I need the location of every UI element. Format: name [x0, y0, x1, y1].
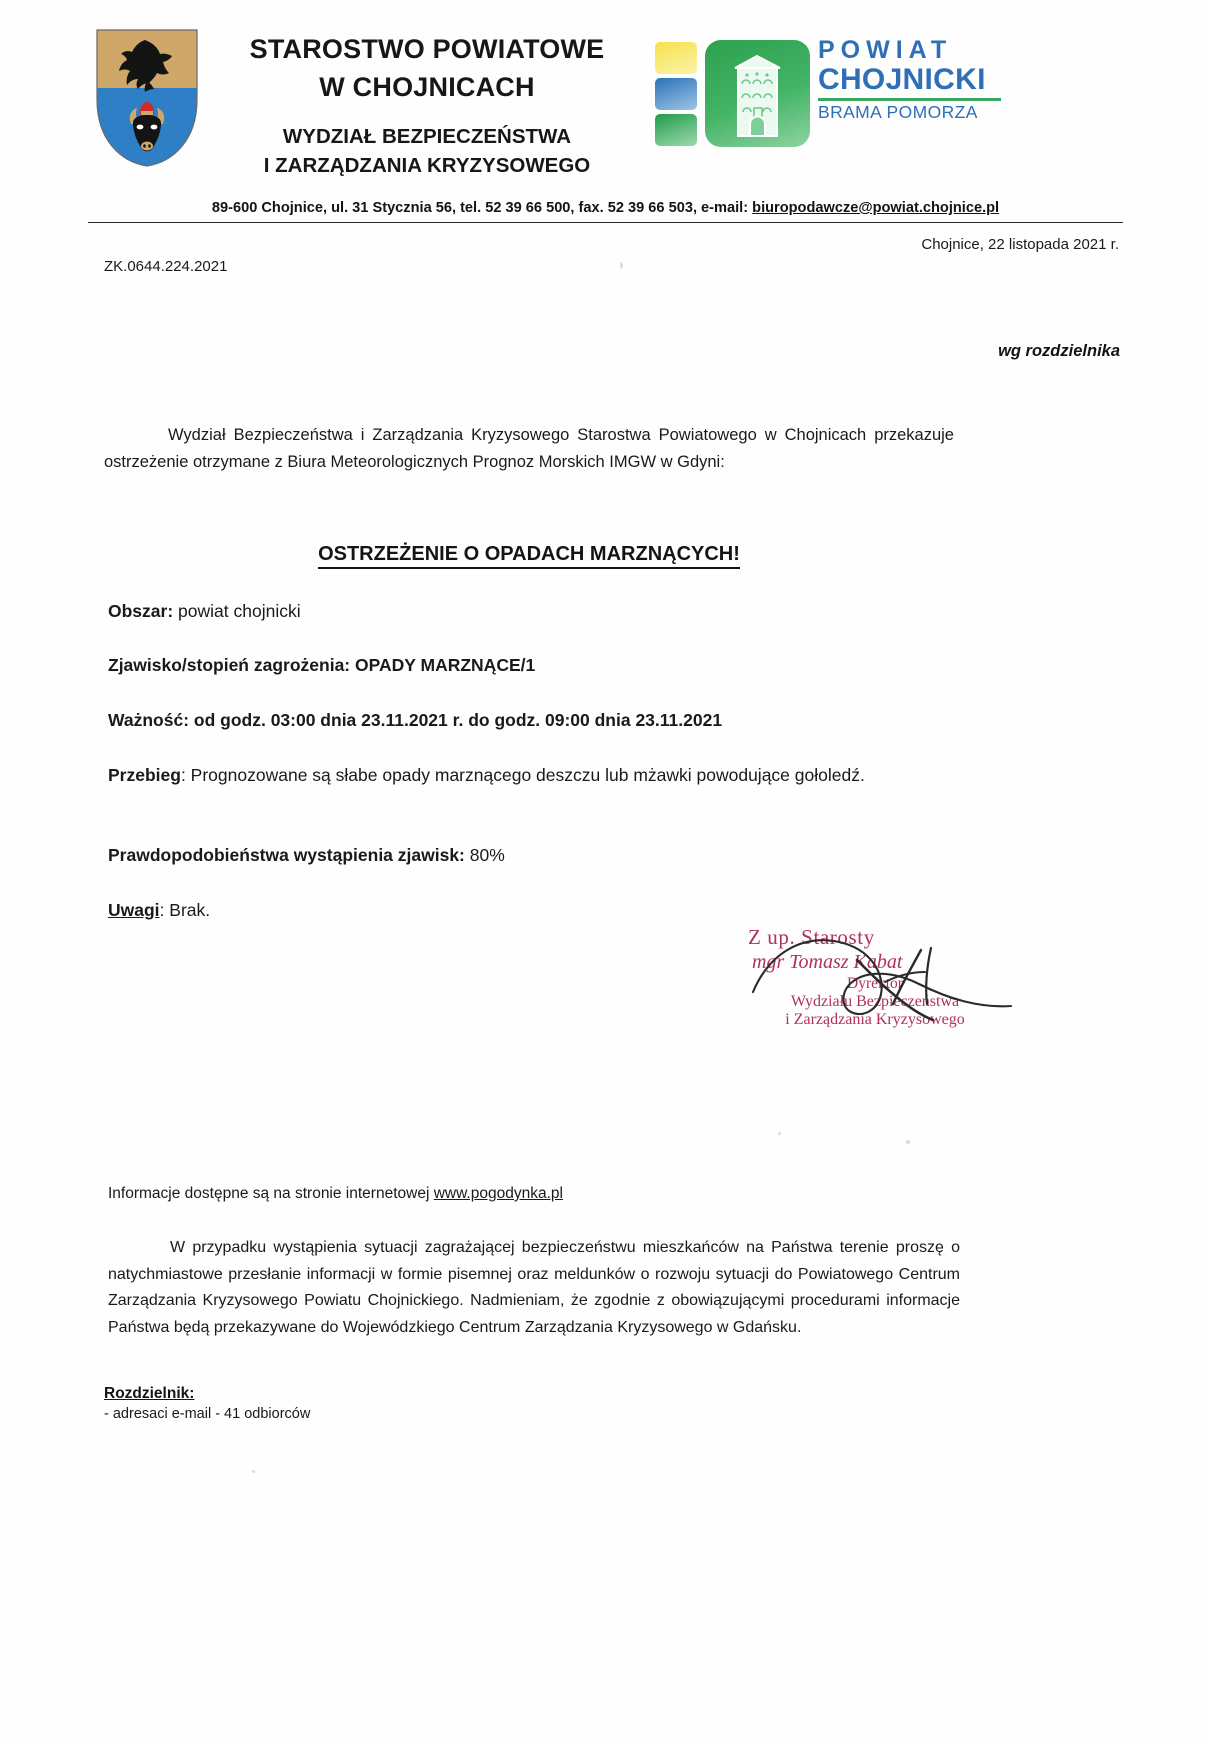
- stamp-line-authority: Z up. Starosty: [748, 925, 875, 949]
- intro-paragraph: Wydział Bezpieczeństwa i Zarządzania Kryzysowego Starostwa Powiatowego w Chojnicach przekazuje ostrzeżenie otrzymane z Biura Meteorologicznych Prognoz Morskich IMGW w Gdyni:: [104, 426, 954, 471]
- reference-number: ZK.0644.224.2021: [104, 258, 228, 275]
- field-phenomenon-value: OPADY MARZNĄCE/1: [355, 655, 536, 675]
- approval-stamp: [740, 925, 1010, 1060]
- logo-square-green: [655, 114, 697, 146]
- warning-title: [104, 543, 954, 566]
- field-probability-value: 80%: [469, 845, 505, 865]
- office-name-line2: W CHOJNICACH: [319, 72, 535, 103]
- field-course-label: Przebieg: [108, 765, 181, 785]
- info-line: [108, 1185, 563, 1203]
- stamp-line-dept1: Wydziału Bezpieczeństwa: [790, 993, 960, 1010]
- logo-chojnicki-text: CHOJNICKI: [818, 63, 986, 96]
- header-divider: [88, 222, 1123, 223]
- distribution-item: - adresaci e-mail - 41 odbiorców: [104, 1406, 311, 1422]
- logo-square-blue: [655, 78, 697, 110]
- scan-speck: [778, 1132, 781, 1135]
- field-area-label: Obszar:: [108, 601, 174, 621]
- field-probability: [108, 842, 960, 869]
- office-name-line1: STAROSTWO POWIATOWE: [249, 34, 605, 64]
- field-validity: [108, 707, 960, 734]
- logo-divider: [818, 98, 1001, 101]
- warning-title-text: OSTRZEŻENIE O OPADACH MARZNĄCYCH!: [318, 543, 740, 569]
- coat-of-arms-icon: [95, 28, 199, 168]
- logo-square-yellow: [655, 42, 697, 74]
- stamp-line-role: Dyrektor: [847, 975, 903, 992]
- field-area: [108, 598, 960, 625]
- logo-wordmark: [818, 36, 1003, 122]
- office-title-block: [212, 30, 642, 180]
- closing-paragraph: W przypadku wystąpienia sytuacji zagrażającej bezpieczeństwu mieszkańców na Państwa terenie proszę o natychmiastowe przesłanie informacji w formie pisemnej oraz meldunków o rozwoju sytuacji do Powiatowego Centrum Zarządzania Kryzysowego Powiatu Chojnickiego. Nadmieniam, że zgodnie z obowiązującymi procedurami informacje Państwa będą przekazywane do Wojewódzkiego Centrum Zarządzania Kryzysowego w Gdańsku.: [108, 1239, 960, 1336]
- field-probability-label: Prawdopodobieństwa wystąpienia zjawisk:: [108, 845, 465, 865]
- gate-tower-icon: [705, 40, 810, 147]
- scan-speck: [620, 262, 623, 269]
- department-line1: WYDZIAŁ BEZPIECZEŃSTWA: [282, 124, 572, 148]
- field-validity-value: od godz. 03:00 dnia 23.11.2021 r. do godz. 09:00 dnia 23.11.2021: [193, 710, 723, 730]
- scan-speck: [252, 1470, 255, 1473]
- field-phenomenon: [108, 652, 960, 679]
- scan-speck: [906, 1140, 910, 1144]
- field-notes-value: : Brak.: [159, 900, 211, 920]
- stamp-text-block: [740, 925, 1010, 1029]
- email-link[interactable]: biuropodawcze@powiat.chojnice.pl: [752, 200, 1000, 216]
- field-area-value: powiat chojnicki: [178, 601, 301, 621]
- stamp-line-dept2: i Zarządzania Kryzysowego: [785, 1011, 965, 1028]
- field-notes: [108, 897, 960, 924]
- document-header: [0, 14, 1207, 204]
- field-phenomenon-label: Zjawisko/stopień zagrożenia:: [108, 655, 351, 675]
- stamp-line-name: mgr Tomasz Kabat: [752, 951, 903, 973]
- field-validity-label: Ważność:: [108, 710, 190, 730]
- address-text: 89-600 Chojnice, ul. 31 Stycznia 56, tel. 52 39 66 500, fax. 52 39 66 503, e-mail:: [211, 200, 753, 216]
- logo-color-squares: [655, 42, 697, 147]
- document-date: Chojnice, 22 listopada 2021 r.: [921, 236, 1119, 253]
- recipient-line: wg rozdzielnika: [998, 342, 1120, 360]
- powiat-chojnicki-logo: [655, 34, 1000, 149]
- logo-brama-text: BRAMA POMORZA: [818, 101, 978, 122]
- distribution-heading: Rozdzielnik:: [104, 1385, 195, 1402]
- department-line2: I ZARZĄDZANIA KRYZYSOWEGO: [263, 153, 591, 177]
- field-notes-label: Uwagi: [108, 900, 160, 920]
- field-course: [108, 762, 958, 789]
- pogodynka-link[interactable]: www.pogodynka.pl: [433, 1185, 563, 1202]
- info-prefix: Informacje dostępne są na stronie internetowej: [108, 1185, 434, 1202]
- address-line: [88, 200, 1123, 216]
- logo-powiat-text: POWIAT: [818, 36, 953, 64]
- field-course-value: : Prognozowane są słabe opady marznącego deszczu lub mżawki powodujące gołoledź.: [180, 765, 865, 785]
